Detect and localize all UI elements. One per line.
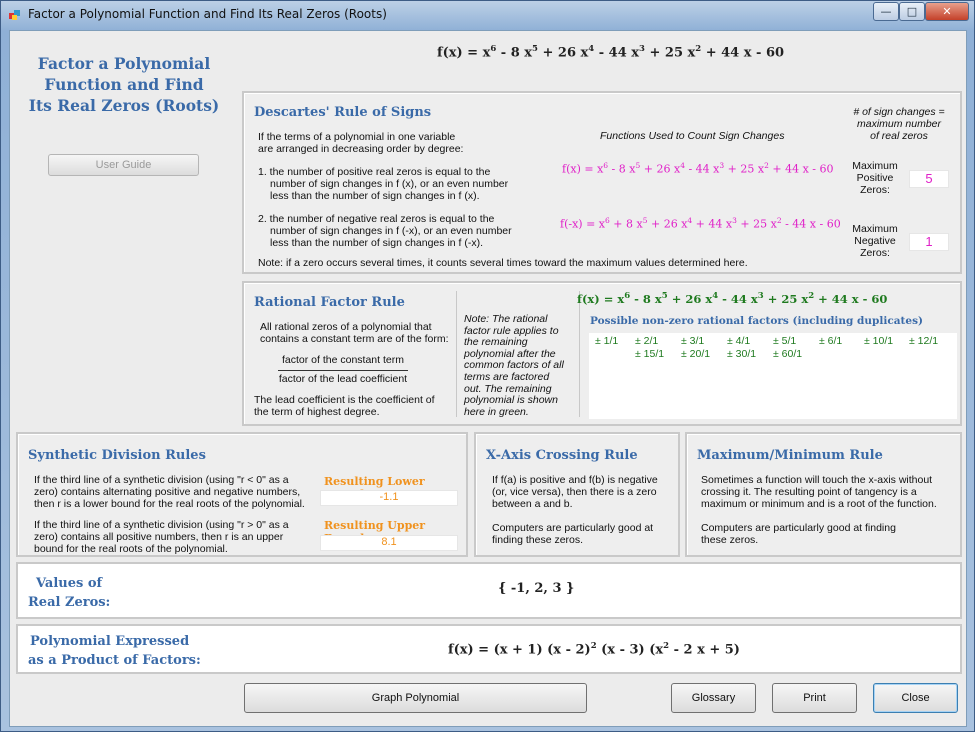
divider [456, 291, 457, 417]
window-title: Factor a Polynomial Function and Find Its Real Zeros (Roots) [28, 7, 387, 21]
title-bar[interactable] [1, 1, 975, 29]
synthetic-heading: Synthetic Division Rules [28, 448, 206, 463]
factored-label: Polynomial Expressed as a Product of Factors: [28, 634, 201, 668]
client-area [9, 30, 967, 727]
rational-lead-text: The lead coefficient is the coefficient of the term of highest degree. [254, 394, 435, 418]
print-button[interactable]: Print [772, 683, 857, 713]
zeros-value: { -1, 2, 3 } [498, 581, 575, 596]
f-positive-function: $f(x) = x^6 - 8$ $x^5 + 26$ $x^4 - 44$ $x^3 + 25$ $x^2 + 44$ x - 60 [562, 161, 834, 176]
graph-polynomial-button[interactable]: Graph Polynomial [244, 683, 587, 713]
max-negative-label: Maximum Negative Zeros: [852, 223, 898, 259]
max-negative-value: 1 [909, 233, 949, 251]
close-button[interactable]: Close [873, 683, 958, 713]
maxmin-heading: Maximum/Minimum Rule [697, 448, 883, 463]
descartes-rule2: 2. the number of negative real zeros is equal to the number of sign changes in f (-x), or an even number less than the number of sign changes in f (-x). [258, 213, 512, 249]
user-guide-button[interactable]: User Guide [48, 154, 199, 176]
header-function: $f(x) = x^6 - 8$ $x^5 + 26$ $x^4 - 44$ $x^3 + 25$ $x^2 + 44$ x - 60 [437, 44, 785, 61]
fraction-numerator: factor of the constant term [278, 354, 408, 371]
glossary-button[interactable]: Glossary [671, 683, 756, 713]
rational-heading: Rational Factor Rule [254, 295, 405, 310]
factor-item: ± 10/1 [864, 335, 894, 347]
descartes-panel [242, 91, 962, 274]
factor-item: ± 60/1 [773, 348, 803, 360]
zeros-panel [16, 562, 962, 619]
descartes-intro: If the terms of a polynomial in one variable are arranged in decreasing order by degree: [258, 131, 464, 155]
xaxis-text2: Computers are particularly good at finding these zeros. [492, 522, 654, 546]
descartes-heading: Descartes' Rule of Signs [254, 105, 432, 120]
factor-item: ± 3/1 [681, 335, 705, 347]
factor-item: ± 1/1 [595, 335, 619, 347]
divider [579, 291, 580, 417]
functions-caption: Functions Used to Count Sign Changes [600, 130, 785, 142]
lower-bound-label: Resulting Lower [324, 475, 425, 488]
app-icon [9, 9, 21, 21]
rational-panel [242, 281, 962, 426]
synthetic-upper-rule: If the third line of a synthetic division (using "r > 0" as a zero) contains all positive numbers, then r is an upper bound for the real roots of the polynomial. [34, 519, 289, 555]
max-positive-value: 5 [909, 170, 949, 188]
upper-bound-label: Resulting Upper [324, 519, 426, 532]
synthetic-lower-rule: If the third line of a synthetic division (using "r < 0" as a zero) contains alternating positive and negative numbers, then r is a lower bound for the real roots of the polynomial. [34, 474, 305, 510]
f-negative-function: $f(-x) = x^6 + 8$ $x^5 + 26$ $x^4 + 44$ $x^3 + 25$ $x^2 - 44$ x - 60 [560, 216, 841, 231]
rational-note: Note: The rational factor rule applies to the remaining polynomial after the common factors of all terms are factored out. The remaining polynomial is shown here in green. [464, 313, 564, 418]
descartes-note: Note: if a zero occurs several times, it counts several times toward the maximum values determined here. [258, 257, 748, 269]
maximize-button[interactable]: □ [899, 2, 925, 21]
synthetic-panel [16, 432, 468, 557]
app-title-line1: Factor a Polynomial [37, 54, 211, 73]
app-title [26, 53, 222, 116]
factored-panel [16, 624, 962, 674]
factor-item: ± 2/1 [635, 335, 659, 347]
factor-item: ± 4/1 [727, 335, 751, 347]
window-close-button[interactable]: ✕ [925, 2, 969, 21]
xaxis-heading: X-Axis Crossing Rule [486, 448, 638, 463]
app-title-line3: Its Real Zeros (Roots) [28, 96, 220, 115]
maxmin-text: Sometimes a function will touch the x-axis without crossing it. The resulting point of tangency is a maximum or minimum and is a root of the function. [701, 474, 937, 510]
factor-item: ± 15/1 [635, 348, 665, 360]
rational-function: $f(x) = x^6 - 8$ $x^5 + 26$ $x^4 - 44$ $x^3 + 25$ $x^2 + 44$ x - 60 [577, 291, 888, 306]
factor-item: ± 5/1 [773, 335, 797, 347]
upper-bound-value: 8.1 [320, 535, 458, 551]
lower-bound-value: -1.1 [320, 490, 458, 506]
factor-item: ± 12/1 [909, 335, 939, 347]
count-caption: # of sign changes = maximum number of real zeros [853, 106, 945, 142]
descartes-rule1: 1. the number of positive real zeros is equal to the number of sign changes in f (x), or an even number less than the number of sign changes in f (x). [258, 166, 509, 202]
zeros-label: Values of Real Zeros: [28, 576, 111, 610]
max-positive-label: Maximum Positive Zeros: [852, 160, 898, 196]
fraction-denominator: factor of the lead coefficient [278, 373, 408, 385]
app-title-line2: Function and Find [44, 75, 204, 94]
xaxis-panel [474, 432, 680, 557]
factor-item: ± 6/1 [819, 335, 843, 347]
maxmin-panel [685, 432, 962, 557]
minimize-button[interactable]: — [873, 2, 899, 21]
factored-expression: f(x) = (x + 1) (x - 2)$^2$ (x - 3) ($x^2 - 2$ x + 5) [448, 641, 740, 658]
factor-item: ± 20/1 [681, 348, 711, 360]
factors-list [589, 333, 957, 419]
rational-intro: All rational zeros of a polynomial that contains a constant term are of the form: [260, 321, 449, 345]
factors-heading: Possible non-zero rational factors (including duplicates) [590, 315, 923, 327]
maxmin-text2: Computers are particularly good at finding these zeros. [701, 522, 896, 546]
factor-item: ± 30/1 [727, 348, 757, 360]
xaxis-text: If f(a) is positive and f(b) is negative (or, vice versa), then there is a zero between a and b. [492, 474, 658, 510]
